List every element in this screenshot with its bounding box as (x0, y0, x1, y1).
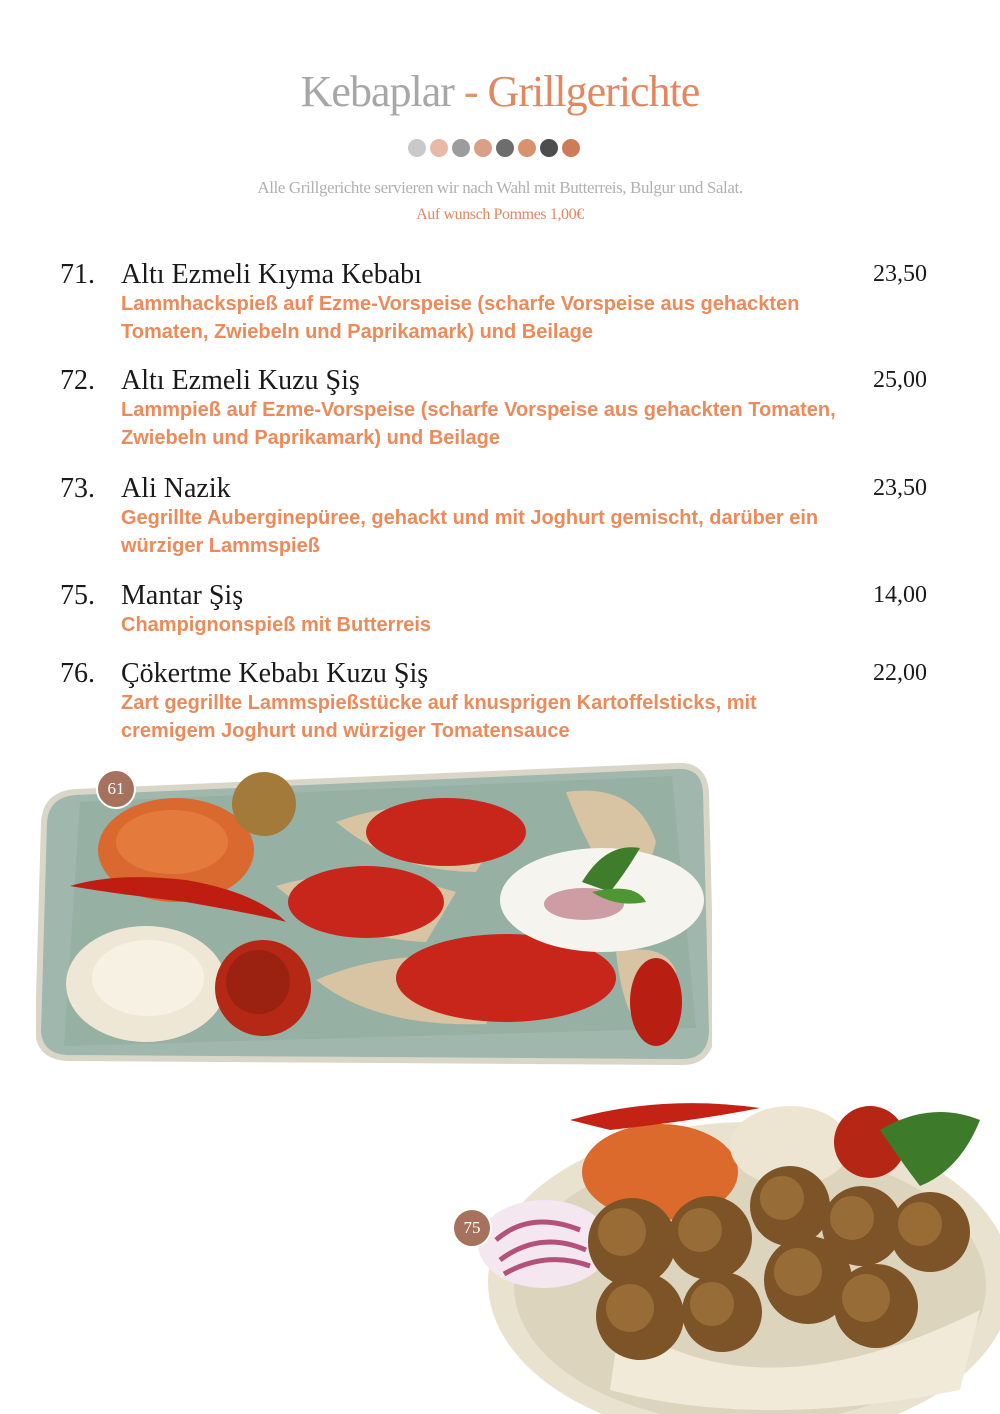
photo-badge: 61 (96, 769, 136, 809)
photo-badge: 75 (452, 1208, 492, 1248)
item-price: 14,00 (873, 582, 927, 608)
item-description: Lammpieß auf Ezme-Vorspeise (scharfe Vorspeise aus gehackten Tomaten, Zwiebeln und Paprikamark) und Beilage (121, 399, 836, 449)
item-number: 73. (60, 473, 95, 504)
decorative-dot (518, 139, 536, 157)
decorative-dot (430, 139, 448, 157)
decorative-dot (496, 139, 514, 157)
fries-note: Auf wunsch Pommes 1,00€ (416, 206, 584, 223)
item-description: Champignonspieß mit Butterreis (121, 614, 432, 636)
item-price: 23,50 (873, 261, 927, 287)
decorative-dot (562, 139, 580, 157)
item-description: Gegrillte Auberginepüree, gehackt und mit Joghurt gemischt, darüber ein würziger Lammspieß (121, 507, 819, 557)
item-number: 72. (60, 365, 95, 396)
item-price: 25,00 (873, 367, 927, 393)
item-name: Ali Nazik (121, 473, 231, 504)
item-name: Altı Ezmeli Kuzu Şiş (121, 365, 360, 396)
item-description: Lammhackspieß auf Ezme-Vorspeise (scharfe Vorspeise aus gehackten Tomaten, Zwiebeln und Paprikamark) und Beilage (121, 293, 800, 343)
decorative-dot (540, 139, 558, 157)
item-number: 75. (60, 580, 95, 611)
page-title (0, 66, 1000, 117)
dish-photo-61 (36, 762, 712, 1068)
title-german: Grillgerichte (487, 67, 700, 116)
item-description: Zart gegrillte Lammspießstücke auf knusprigen Kartoffelsticks, mit cremigem Joghurt und würziger Tomatensauce (121, 692, 757, 742)
decorative-dots (408, 139, 580, 157)
decorative-dot (474, 139, 492, 157)
item-name: Altı Ezmeli Kıyma Kebabı (121, 259, 422, 290)
subtitle: Alle Grillgerichte servieren wir nach Wahl mit Butterreis, Bulgur und Salat. (257, 178, 743, 197)
item-number: 76. (60, 658, 95, 689)
item-price: 23,50 (873, 475, 927, 501)
decorative-dot (452, 139, 470, 157)
title-separator: - (453, 67, 488, 116)
item-name: Çökertme Kebabı Kuzu Şiş (121, 658, 429, 689)
dish-photo-75 (460, 1090, 1000, 1414)
title-turkish: Kebaplar (300, 67, 454, 116)
item-price: 22,00 (873, 660, 927, 686)
decorative-dot (408, 139, 426, 157)
item-name: Mantar Şiş (121, 580, 244, 611)
item-number: 71. (60, 259, 95, 290)
